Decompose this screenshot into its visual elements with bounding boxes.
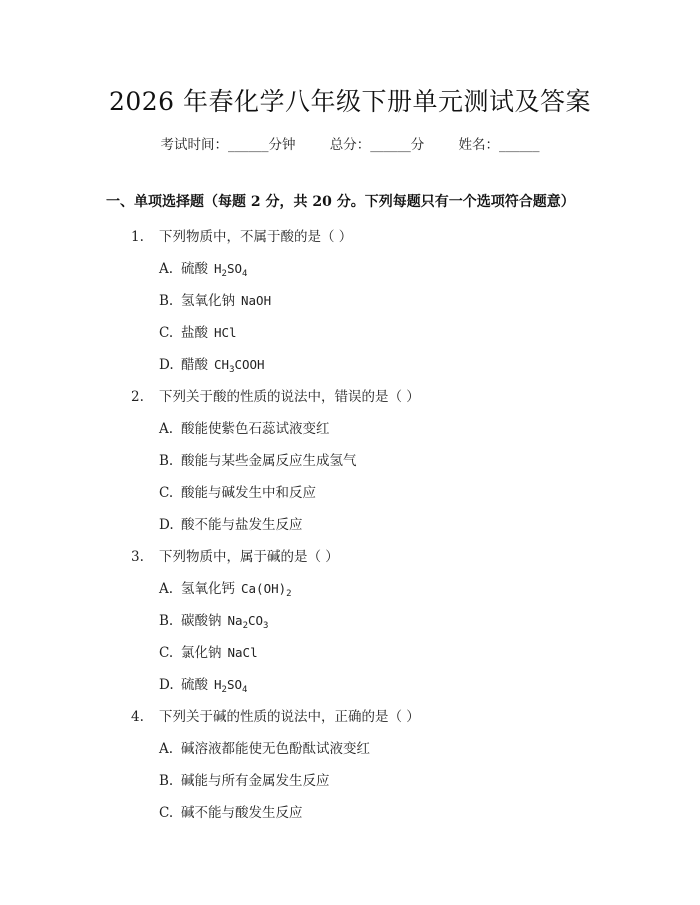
option-text: 盐酸	[181, 325, 208, 341]
option-text: 碳酸钠	[181, 613, 222, 629]
chemical-formula: $Ca(OH)_2$	[241, 581, 292, 599]
option-text: 酸能使紫色石蕊试液变红	[181, 421, 330, 437]
option-text: 硫酸	[181, 261, 208, 277]
section-heading: 一、单项选择题（每题 2 分，共 20 分。下列每题只有一个选项符合题意）	[106, 194, 575, 210]
question-number: 4.	[131, 709, 144, 725]
question-number: 3.	[131, 549, 144, 565]
chemical-formula: HCl	[214, 325, 237, 340]
option-letter: B.	[159, 453, 174, 469]
page-title: 2026 年春化学八年级下册单元测试及答案	[108, 87, 592, 116]
chemical-formula: $Na_2CO_3$	[227, 613, 269, 631]
chemical-formula: NaCl	[227, 645, 258, 660]
question-4-option-b	[159, 769, 330, 789]
option-letter: D.	[159, 357, 174, 373]
option-text: 酸能与碱发生中和反应	[181, 485, 316, 501]
option-letter: B.	[159, 293, 174, 309]
question-number: 1.	[131, 229, 144, 245]
option-letter: A.	[159, 581, 174, 597]
question-3-option-a	[159, 577, 292, 597]
option-text: 酸不能与盐发生反应	[181, 517, 303, 533]
option-letter: B.	[159, 773, 174, 789]
chemical-formula: NaOH	[241, 293, 272, 308]
total-score-field: 总分：______分	[329, 137, 425, 153]
option-text: 硫酸	[181, 677, 208, 693]
option-text: 酸能与某些金属反应生成氢气	[181, 453, 357, 469]
question-1	[131, 225, 352, 245]
chemical-formula: $CH_3COOH$	[214, 357, 265, 375]
chemical-formula: $H_2SO_4$	[214, 677, 248, 695]
question-3-option-b	[159, 609, 268, 629]
chemical-formula: $H_2SO_4$	[214, 261, 248, 279]
option-text: 碱不能与酸发生反应	[181, 805, 303, 821]
question-3-option-d	[159, 673, 247, 693]
option-text: 氯化钠	[181, 645, 222, 661]
option-text: 碱溶液都能使无色酚酞试液变红	[181, 741, 370, 757]
option-letter: D.	[159, 517, 174, 533]
option-letter: A.	[159, 421, 174, 437]
option-text: 氢氧化钠	[181, 293, 235, 309]
option-letter: C.	[159, 485, 174, 501]
question-text: 下列关于碱的性质的说法中，正确的是（ ）	[159, 709, 420, 725]
option-letter: B.	[159, 613, 174, 629]
option-letter: C.	[159, 645, 174, 661]
question-2	[131, 385, 420, 405]
question-3	[131, 545, 339, 565]
question-text: 下列物质中，属于碱的是（ ）	[159, 549, 339, 565]
question-3-option-c	[159, 641, 258, 661]
question-1-option-a	[159, 257, 247, 277]
question-text: 下列关于酸的性质的说法中，错误的是（ ）	[159, 389, 420, 405]
question-1-option-b	[159, 289, 271, 309]
exam-info-line	[0, 133, 700, 153]
question-number: 2.	[131, 389, 144, 405]
option-text: 醋酸	[181, 357, 208, 373]
exam-time-field: 考试时间：______分钟	[160, 137, 296, 153]
question-4	[131, 705, 420, 725]
option-text: 氢氧化钙	[181, 581, 235, 597]
option-text: 碱能与所有金属发生反应	[181, 773, 330, 789]
question-2-option-a	[159, 417, 330, 437]
question-1-option-d	[159, 353, 265, 373]
question-1-option-c	[159, 321, 237, 341]
student-name-field: 姓名：______	[458, 137, 540, 153]
question-2-option-c	[159, 481, 316, 501]
question-text: 下列物质中，不属于酸的是（ ）	[159, 229, 353, 245]
option-letter: C.	[159, 325, 174, 341]
option-letter: D.	[159, 677, 174, 693]
question-4-option-a	[159, 737, 370, 757]
option-letter: A.	[159, 261, 174, 277]
option-letter: C.	[159, 805, 174, 821]
question-4-option-c	[159, 801, 303, 821]
option-letter: A.	[159, 741, 174, 757]
question-2-option-d	[159, 513, 303, 533]
question-2-option-b	[159, 449, 357, 469]
